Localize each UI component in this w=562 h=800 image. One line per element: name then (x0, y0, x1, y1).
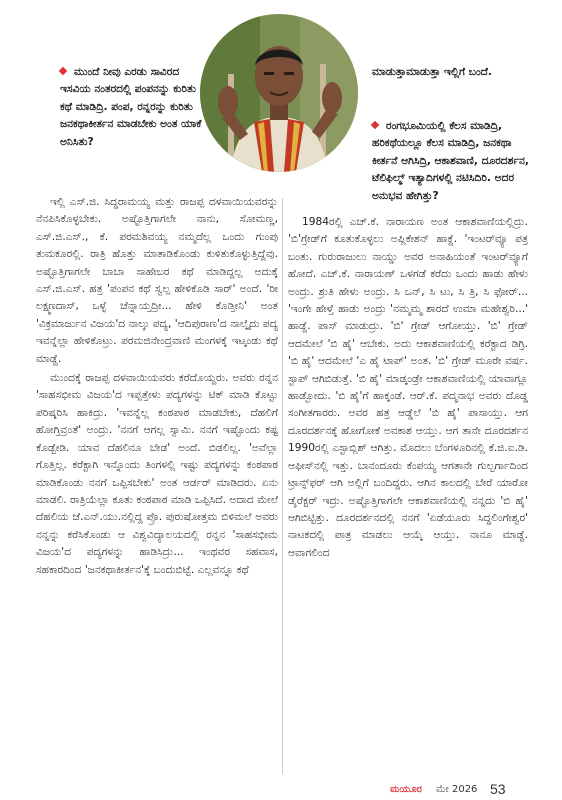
page-number: 53 (490, 781, 506, 797)
right-paragraph-1: 1984ರಲ್ಲಿ ಎಚ್.ಕೆ. ನಾರಾಯಣ ಅಂತ ಆಕಾಶವಾಣಿಯಲ್ಲಿದ್ರು. 'ಬಿ'ಗ್ರೇಡ್‌ಗೆ ಕೂತುಕೊಳ್ಳಲು ಅಪ್ಲಿಕೇಶನ್ ಹಾಕ್ದೆ. 'ಇಂಟರ್‌ವ್ಯೂ ಪತ್ರ ಬಂತು. ಗುರುರಾಜುಲು ನಾಯ್ಡು ಅವರ ಅನಾಹಿಯಂತೆ ಇಂಟರ್‌ವ್ಯೂಗೆ ಹೋದೆ. ಎಚ್.ಕೆ. ನಾರಾಯಣ್ ಒಳಗಡೆ ಕರೆದು ಒಂದು ಹಾಡು ಹೇಳು ಅಂದ್ರು. ಶ್ರುತಿ ಹೇಳು ಅಂದ್ರು. ಸಿ ಒನ್, ಸಿ ಟು, ಸಿ ತ್ರಿ, ಸಿ ಫೋರ್... 'ಇಂಗೇ ಹೇಳ್ತೆ ಹಾಡು ಅಂದ್ರು 'ನಮ್ಮಮ್ಮ ಶಾರದೆ ಉಮಾ ಮಹೇಶ್ವರಿ...' ಹಾಡ್ದೆ. ಪಾಸ್ ಮಾಡುದ್ರು. 'ಬಿ' ಗ್ರೇಡ್ ಆಗೋಯ್ತು. 'ಬಿ' ಗ್ರೇಡ್ ಆದಮೇಲೆ 'ಬಿ ಹೈ' ಆಬೇಕು. ಅದು ಆಕಾಶವಾಣಿಯಲ್ಲಿ ಕರೆಕ್ಟಾದ ಡಿಗ್ರಿ. 'ಬಿ ಹೈ' ಆದಮೇಲೆ 'ಎ ಹೈ ಟಾಪ್' ಅಂತ. 'ಬಿ' ಗ್ರೇಡ್ ಮೂರೇ ವರ್ಷ. ಸ್ಟಾಪ್ ಆಗಿಬಿಡುತ್ತೆ. 'ಬಿ ಹೈ' ಮಾಡ್ಕಂಡ್ರೇ ಆಕಾಶವಾಣಿಯಲ್ಲಿ ಯಾವಾಗ್ಲೂ ಹಾಡ್ಬೋದು. 'ಬಿ ಹೈ'ಗೆ ಹಾಕ್ಕಂಡೆ. ಆರ್.ಕೆ. ಪದ್ಮನಾಭ ಅವರು ದೊಡ್ಡ ಸಂಗೀತಗಾರರು. ಅವರ ಹತ್ರ ಆಡ್ಡೆಲೆ 'ಬಿ ಹೈ' ಪಾಸಾಯ್ತು. ಆಗ ದೂರದರ್ಶನಕ್ಕೆ ಹೋಗೋಕೆ ಅವಕಾಶ ಆಯ್ತು. ಆಗ ತಾನೇ ದೂರದರ್ಶನ 1990ರಲ್ಲಿ ಎಸ್ಟಾಬ್ಲಿಶ್ ಆಗಿತ್ತು. ಮೊದಲು ಬೆಂಗಳೂರಿನಲ್ಲಿ ಕೆ.ಜಿ.ಐ.ಡಿ. ಆಫೀಸ್‌ನಲ್ಲಿ ಇತ್ತು. ಬಾನಂದೂರು ಕೆಂಪಯ್ಯ ಆಗತಾನೇ ಗುಲ್ಬರ್ಗಾದಿಂದ ಟ್ರಾನ್ಸ್‌ಫರ್ ಆಗಿ ಅಲ್ಲಿಗೆ ಬಂದಿದ್ದರು. ಆಗಿನ ಕಾಲದಲ್ಲಿ ಬೇರೆ ಯಾರೋ ಡೈರೆಕ್ಟರ್ ಇದ್ರು. ಅಷ್ಟೊತ್ತಿಗಾಗಲೇ ಆಕಾಶವಾಣಿಯಲ್ಲಿ ನನ್ನದು 'ಬಿ ಹೈ' ಆಗಿಬಿಟ್ಟಿತ್ತು. ದೂರದರ್ಶನದಲ್ಲಿ ನನಗೆ 'ಏಡೆಯೂರು ಸಿದ್ಧಲಿಂಗೇಶ್ವರ' ನಾಟಕದಲ್ಲಿ ಪಾತ್ರ ಮಾಡಲು ಆಯ್ಕೆ ಆಯ್ತು. ನಾನೂ ಮಾಡ್ದೆ. ಆವಾಗಲಿಂದ (288, 216, 528, 559)
magazine-brand-logo: ಮಯೂರ (390, 784, 422, 795)
question-1 (60, 64, 210, 151)
left-paragraph-1: ಇಲ್ಲಿ ಎಸ್.ಜಿ. ಸಿದ್ಧರಾಮಯ್ಯ ಮತ್ತು ರಾಜಪ್ಪ ದಳವಾಯಿಯವರನ್ನು ನೆನಪಿಸಿಕೊಳ್ಳಬೇಕು. ಅಷ್ಟೊತ್ತಿಗಾಗಲೇ ನಾನು, ಸೋಮಣ್ಣ, ಎಸ್.ಜಿ.ಎಸ್., ಕೆ. ಪರಮಶಿವಯ್ಯ ನಮ್ಮದೆಲ್ಲ ಒಂದು ಗುಂಪು ತುಮಕೂರಲ್ಲಿ. ರಾತ್ರಿ ಹೊತ್ತು ಮಾತಾಡಿಕೊಂಡು ಕುಳಿತುಕೊಳ್ಳುತ್ತಿದ್ದೆವು. ಅಷ್ಟೊತ್ತಿಗಾಗಲೇ ಬಾಬಾ ಸಾಹೇಬರ ಕಥೆ ಮಾಡಿದ್ದಲ್ಲ ಅದುಕ್ಕೆ ಎಸ್.ಜಿ.ಎಸ್. ಹತ್ರ 'ಪಂಪನ ಕಥೆ ಸ್ವಲ್ಪ ಹೇಳಿಕೊಡಿ ಸಾರ್' ಅಂದೆ. 'ರೀ ಲಕ್ಷ್ಮಣದಾಸ್, ಒಳ್ಳೆ ಚೆನ್ನಾಯ್ತದ್ರೀ... ಹೇಳಿ ಕೊಡ್ತೀನಿ' ಅಂತ 'ವಿಕ್ರಮಾರ್ಜುನ ವಿಜಯ'ದ ನಾಲ್ಕು ಪದ್ಯ, 'ಆದಿಪುರಾಣ'ದ ನಾಲ್ಕೈದು ಪದ್ಯ ಇವನ್ನೆಲ್ಲಾ ಹೇಳಿಕೊಟ್ರು. ಪರಮಜಿನೇಂದ್ರವಾಣಿ ಮಂಗಳಕ್ಕೆ ಇಟ್ಕಂಡು ಕಥೆ ಮಾಡ್ದೆ. (36, 196, 278, 365)
answer-1-end (372, 64, 512, 81)
issue-date: ಮೇ 2026 (436, 784, 478, 795)
column-divider (282, 198, 283, 774)
diamond-bullet-icon (59, 67, 67, 75)
interviewee-photo (200, 14, 358, 172)
portrait-illustration (200, 14, 358, 172)
page-footer (390, 782, 530, 798)
left-paragraph-2: ಮುಂದಕ್ಕೆ ರಾಜಪ್ಪ ದಳವಾಯಿಯವರು ಕರೆದೊಯ್ದರು. ಅವರು ರನ್ನನ 'ಸಾಹಸಭೀಮ ವಿಜಯ'ದ ಇಪ್ಪತ್ತೇಳು ಪದ್ಯಗಳನ್ನು ಟಿಕ್ ಮಾಡಿ ಕೊಟ್ಟು ಪರಿಷ್ಕರಿಸಿ ಹಾಕಿದ್ರು. 'ಇವನ್ನೆಲ್ಲ ಕಂಠಪಾಠ ಮಾಡಬೇಕು, ದೆಹಲಿಗೆ ಹೋಗ್ತಿವ್ರಂತೆ' ಅಂದ್ರು. 'ನನಗೆ ಆಗಲ್ಲ ಸ್ವಾಮಿ. ನನಗೆ ಇಷ್ಟೊಂದು ಕಷ್ಟ ಕೊಡ್ಬೇಡಿ. ಯಾವ ದೆಹಲಿನೂ ಬೇಡ' ಅಂದೆ. ಬಿಡಲಿಲ್ಲ. 'ಅವೆಲ್ಲಾ ಗೊತ್ತಿಲ್ಲ. ಕರೆಕ್ಟಾಗಿ ಇನ್ನೊಂದು ತಿಂಗಳಲ್ಲಿ ಇಷ್ಟು ಪದ್ಯಗಳನ್ನು ಕಂಠಪಾಠ ಮಾಡಿಕೊಂಡು ನನಗೆ ಒಪ್ಪಿಸಬೇಕು' ಅಂತ ಆರ್ಡರ್ ಮಾಡಿದರು. ಏನು ಮಾಡಲಿ. ರಾತ್ರಿಯೆಲ್ಲಾ ಕೂತು ಕಂಠಪಾಠ ಮಾಡಿ ಒಪ್ಪಿಸಿದೆ. ಅದಾದ ಮೇಲೆ ದೆಹಲಿಯ ಜೆ.ಎನ್.ಯು.ನಲ್ಲಿದ್ದ ಪ್ರೊ. ಪುರುಷೋತ್ತಮ ಬಿಳಿಮಲೆ ಅವರು ನನ್ನನ್ನು ಕರೆಸಿಕೊಂಡು ಆ ವಿಶ್ವವಿದ್ಯಾಲಯದಲ್ಲಿ ರನ್ನನ 'ಸಾಹಸಭೀಮ ವಿಜಯ'ದ ಪದ್ಯಗಳನ್ನು ಹಾಡಿಸಿದ್ರು... ಇಂಥವರ ಸಹವಾಸ, ಸಹಕಾರದಿಂದ 'ಜನಕಥಾಕೀರ್ತನ'ಕ್ಕೆ ಬಂದುಬಿಟ್ಟೆ. ಎಲ್ಲವನ್ನೂ ಕಥೆ (36, 372, 278, 576)
question-2-text: ರಂಗಭೂಮಿಯಲ್ಲಿ ಕೆಲಸ ಮಾಡಿದ್ರಿ, ಹರಿಕಥೆಯಲ್ಲೂ ಕೆಲಸ ಮಾಡಿದ್ರಿ, ಜನಕಥಾ ಕೀರ್ತನೆ ಆಗಿಸಿದ್ರಿ, ಆಕಾಶವಾಣಿ, ದೂರದರ್ಶನ, ಟೆಲಿಫಿಲ್ಮ್ ಇತ್ಯಾದಿಗಳಲ್ಲಿ ನಟಿಸಿದಿರಿ. ಅದರ ಅನುಭವ ಹೇಗಿತ್ತು? (372, 120, 529, 202)
diamond-bullet-icon (371, 121, 379, 129)
question-1-text: ಮುಂದೆ ನೀವು ಎರಡು ಸಾವಿರದ ಇಸವಿಯ ನಂತರದಲ್ಲಿ ಪಂಪನನ್ನು ಕುರಿತು ಕಥೆ ಮಾಡಿದ್ರಿ. ಪಂಪ, ರನ್ನರನ್ನು ಕುರಿತು ಜನಕಥಾಕೀರ್ತನ ಮಾಡಬೇಕು ಅಂತ ಯಾಕೆ ಅನಿಸಿತು? (60, 66, 202, 148)
question-2 (372, 118, 532, 205)
answer-1-end-text: ಮಾಡುತ್ತಾಮಾಡುತ್ತಾ ಇಲ್ಲಿಗೆ ಬಂದೆ. (372, 66, 492, 78)
right-column (288, 214, 528, 562)
left-column (36, 194, 278, 579)
